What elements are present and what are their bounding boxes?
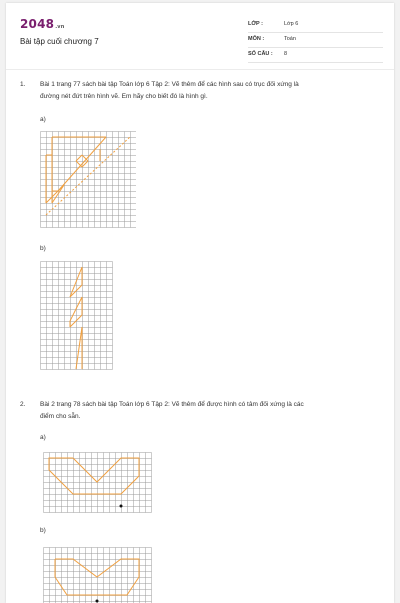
part-label: b)	[40, 245, 46, 252]
symmetry-figure-2a	[43, 452, 153, 514]
meta-value: Toán	[284, 36, 296, 42]
question-text	[40, 79, 370, 103]
meta-value: 8	[284, 51, 287, 57]
question-text-line: đường nét đứt trên hình vẽ. Em hãy cho biết đó là hình gì.	[40, 91, 370, 103]
question-number: 1.	[20, 81, 25, 88]
grid	[41, 132, 137, 228]
part-label: a)	[40, 434, 46, 441]
document-title: Bài tập cuối chương 7	[20, 37, 99, 46]
part-label: a)	[40, 116, 46, 123]
symmetry-figure-2b	[43, 547, 153, 603]
grid	[44, 453, 152, 513]
part-label: b)	[40, 527, 46, 534]
question-text	[40, 399, 370, 423]
worksheet-page	[6, 3, 394, 603]
question-text-line: Bài 2 trang 78 sách bài tập Toán lớp 6 Tập 2: Vẽ thêm để được hình có tâm đối xứng là các	[40, 399, 370, 411]
figure-shape	[70, 267, 82, 369]
meta-row-subject	[248, 33, 383, 48]
meta-label: SỐ CÂU :	[248, 51, 273, 57]
figure-shape	[46, 137, 106, 203]
symmetry-figure-1a	[40, 131, 136, 231]
center-point	[120, 505, 123, 508]
question-text-line: điểm cho sẵn.	[40, 411, 370, 423]
grid	[41, 262, 113, 370]
meta-label: LỚP :	[248, 21, 263, 27]
question-text-line: Bài 1 trang 77 sách bài tập Toán lớp 6 Tập 2: Vẽ thêm để các hình sau có trục đối xứng là	[40, 79, 370, 91]
symmetry-figure-1b	[40, 261, 113, 371]
meta-row-count	[248, 48, 383, 63]
meta-info	[248, 18, 383, 63]
header-divider	[6, 69, 394, 70]
meta-value: Lớp 6	[284, 21, 298, 27]
site-logo[interactable]: 2048.vn	[20, 17, 65, 31]
meta-row-class	[248, 18, 383, 33]
meta-label: MÔN :	[248, 36, 264, 42]
question-number: 2.	[20, 401, 25, 408]
